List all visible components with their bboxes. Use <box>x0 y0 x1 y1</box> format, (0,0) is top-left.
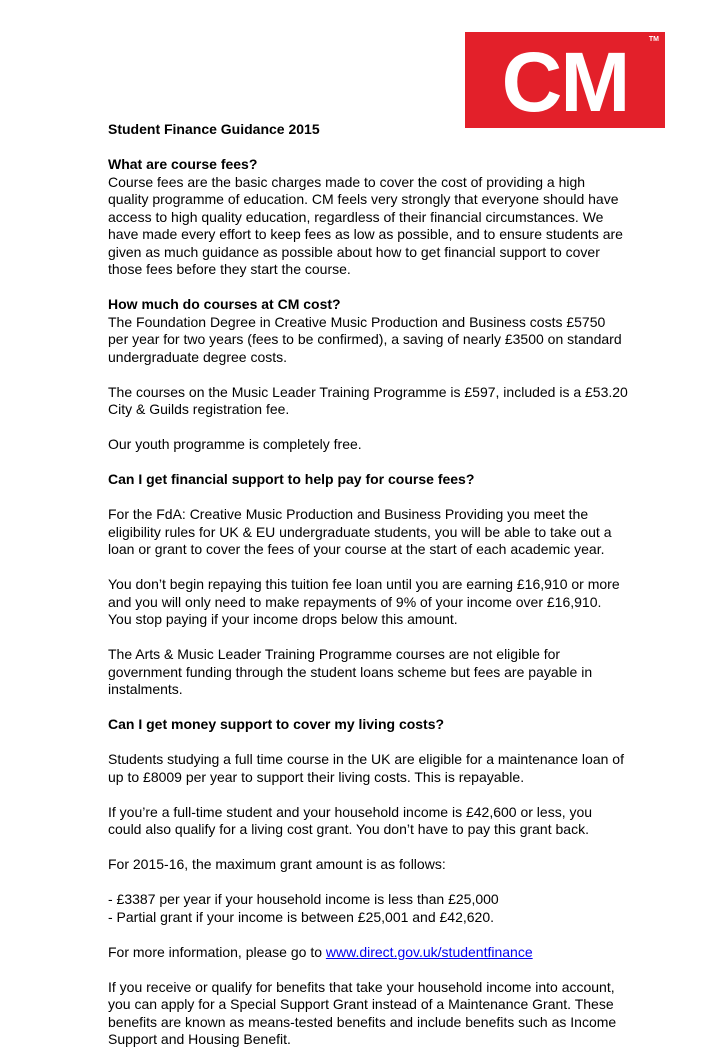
paragraph-loan-repayment: You don’t begin repaying this tuition fee loan until you are earning £16,910 or more and you will only need to make repayments of 9% of your income over £16,910. You stop paying if your income drops below this amount. <box>108 576 620 627</box>
document-body <box>108 121 628 1049</box>
more-info-text: For more information, please go to <box>108 943 326 960</box>
paragraph-fda-eligibility: For the FdA: Creative Music Production and Business Providing you meet the eligibility rules for UK & EU undergraduate students, you will be able to take out a loan or grant to cover the fees of your course at the start of each academic year. <box>108 506 612 557</box>
student-finance-link[interactable]: www.direct.gov.uk/studentfinance <box>325 943 533 960</box>
paragraph-foundation-degree-cost: The Foundation Degree in Creative Music Production and Business costs £5750 per year for two years (fees to be confirmed), a saving of nearly £3500 on standard undergraduate degree costs. <box>108 313 622 365</box>
paragraph-music-leader-cost: The courses on the Music Leader Training Programme is £597, included is a £53.20 City & Guilds registration fee. <box>108 383 628 417</box>
heading-course-cost: How much do courses at CM cost? <box>108 296 341 312</box>
document-title: Student Finance Guidance 2015 <box>108 121 320 137</box>
heading-course-fees: What are course fees? <box>108 156 258 172</box>
heading-living-costs: Can I get money support to cover my living costs? <box>108 716 445 732</box>
logo-text: CM <box>501 35 629 129</box>
logo-trademark: TM <box>648 36 659 43</box>
paragraph-youth-programme: Our youth programme is completely free. <box>108 436 362 452</box>
paragraph-more-info <box>108 944 628 962</box>
bullet-full-grant: - £3387 per year if your household income is less than £25,000 <box>108 891 499 907</box>
paragraph-not-eligible: The Arts & Music Leader Training Programme courses are not eligible for government funding through the student loans scheme but fees are payable in instalments. <box>108 646 593 697</box>
bullet-partial-grant: - Partial grant if your income is between £25,001 and £42,620. <box>108 908 495 925</box>
cm-logo <box>465 32 665 128</box>
paragraph-special-support-grant: If you receive or qualify for benefits that take your household income into account, you can apply for a Special Support Grant instead of a Maintenance Grant. These benefits are known as means-tested benefits and include benefits such as Income Support and Housing Benefit. <box>108 978 617 1047</box>
heading-financial-support: Can I get financial support to help pay for course fees? <box>108 471 475 487</box>
paragraph-living-cost-grant: If you’re a full-time student and your household income is £42,600 or less, you could also qualify for a living cost grant. You don’t have to pay this grant back. <box>108 803 593 837</box>
paragraph-course-fees: Course fees are the basic charges made to cover the cost of providing a high quality programme of education. CM feels very strongly that everyone should have access to high quality education, regardless of their financial circumstances. We have made every effort to keep fees as low as possible, and to ensure students are given as much guidance as possible about how to get financial support to cover those fees before they start the course. <box>108 173 623 277</box>
paragraph-maintenance-loan: Students studying a full time course in the UK are eligible for a maintenance loan of up to £8009 per year to support their living costs. This is repayable. <box>108 751 624 785</box>
paragraph-max-grant: For 2015-16, the maximum grant amount is as follows: <box>108 856 446 872</box>
